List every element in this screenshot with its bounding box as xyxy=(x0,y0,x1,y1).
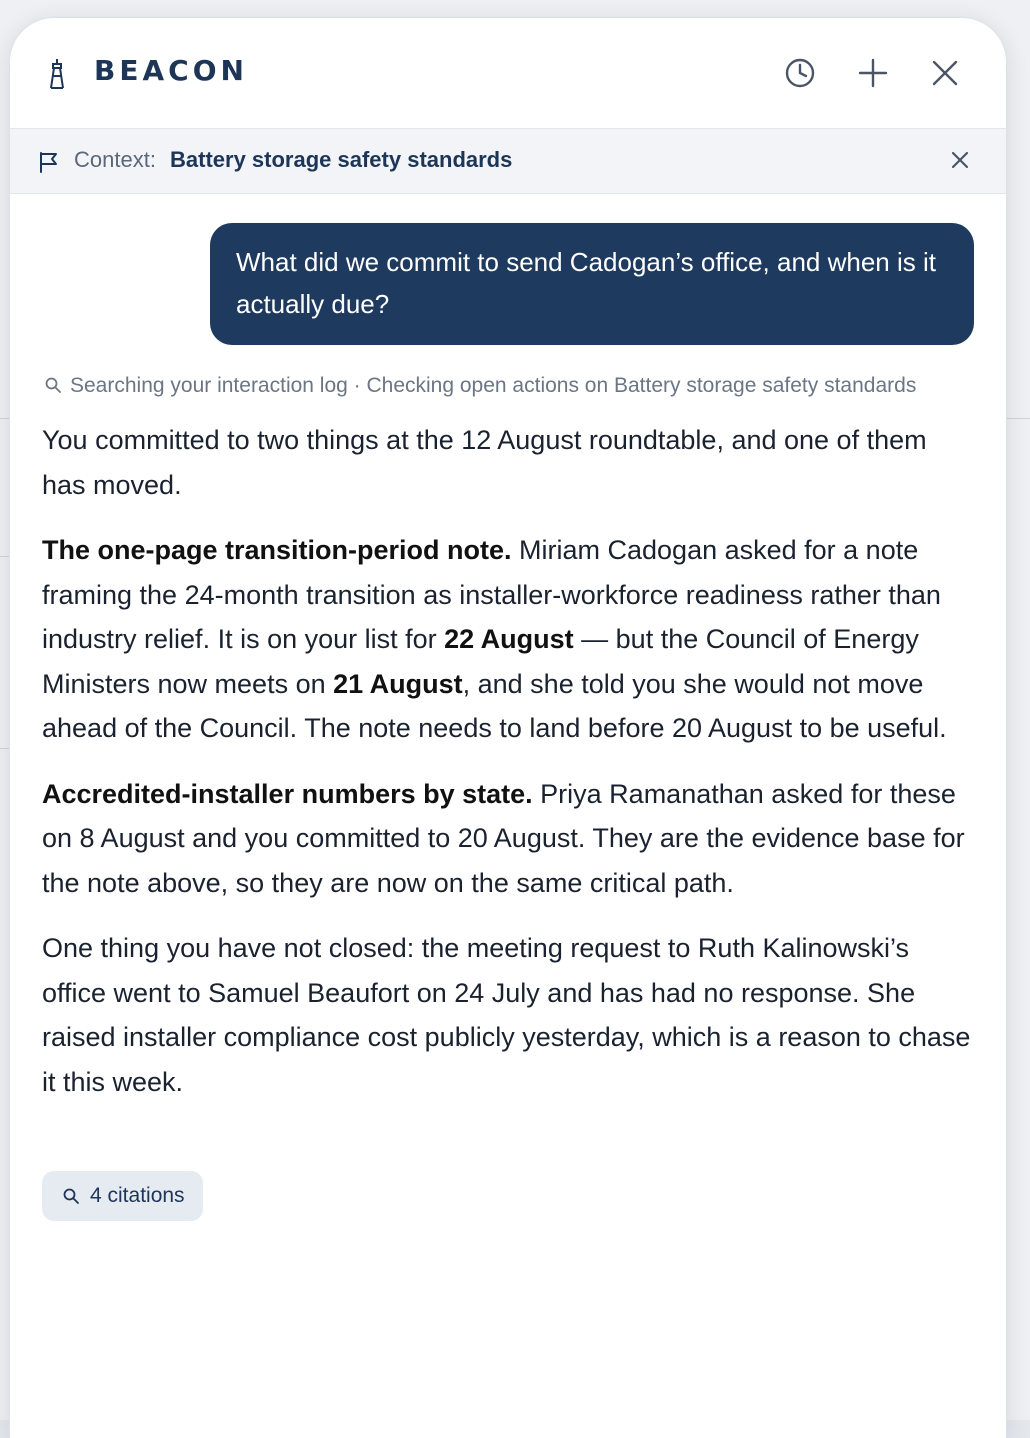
answer-item-numbers xyxy=(42,772,972,906)
search-icon xyxy=(62,1187,80,1205)
user-message: What did we commit to send Cadogan’s office, and when is it actually due? xyxy=(210,223,974,345)
item-text: Priya Ramanathan asked for these on 8 August and you committed to 20 August. They are the evidence base for the note above, so they are now on the same critical path. xyxy=(42,778,965,898)
answer-closing: One thing you have not closed: the meeting request to Ruth Kalinowski’s office went to Samuel Beaufort on 24 July and has had no response. She raised installer compliance cost publicly yesterday, which is a reason to chase it this week. xyxy=(42,933,971,1097)
search-status-text: Searching your interaction log · Checking open actions on Battery storage safety standards xyxy=(70,374,917,397)
item-text: , and she told you she would not move ahead of the Council. The note needs to land before 20 August to be useful. xyxy=(42,668,947,743)
plus-icon xyxy=(853,54,893,94)
search-status xyxy=(44,374,984,398)
due-date: 22 August xyxy=(444,624,574,654)
flag-icon xyxy=(38,151,60,173)
lighthouse-logo-icon xyxy=(48,58,66,90)
context-label: Context: xyxy=(74,147,156,172)
item-text: Miriam Cadogan asked for a note framing the 24-month transition as installer-workforce readiness rather than industry relief. It is on your list for xyxy=(42,535,941,654)
context-value: Battery storage safety standards xyxy=(170,147,513,172)
assistant-answer xyxy=(42,418,972,1125)
answer-item-note xyxy=(42,528,972,751)
close-icon xyxy=(925,54,965,94)
item-title: Accredited-installer numbers by state. xyxy=(42,778,533,809)
brand-name: BEACON xyxy=(94,54,248,87)
answer-intro: You committed to two things at the 12 August roundtable, and one of them has moved. xyxy=(42,425,927,500)
citations-button[interactable] xyxy=(42,1171,203,1221)
clock-icon xyxy=(780,54,820,94)
context-bar xyxy=(10,129,1006,194)
panel-header xyxy=(10,18,1006,129)
close-panel-button[interactable] xyxy=(925,54,965,94)
search-icon xyxy=(44,376,62,394)
clear-context-button[interactable] xyxy=(948,148,972,172)
citations-label: 4 citations xyxy=(90,1184,185,1207)
item-text: — but the Council of Energy Ministers now meets on xyxy=(42,624,919,699)
new-chat-button[interactable] xyxy=(853,54,893,94)
history-button[interactable] xyxy=(780,54,820,94)
item-title: The one-page transition-period note. xyxy=(42,535,512,565)
assistant-panel xyxy=(10,18,1006,1438)
council-date: 21 August xyxy=(333,668,463,699)
